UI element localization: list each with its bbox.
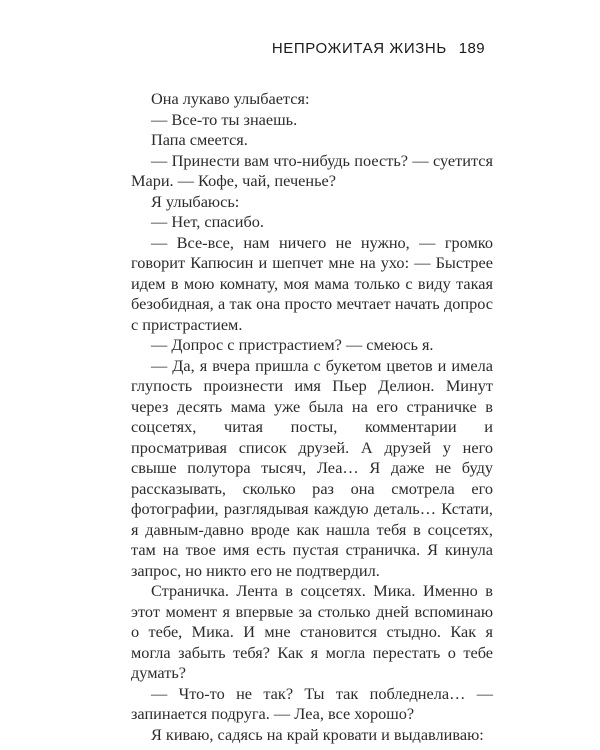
paragraph: — Что-то не так? Ты так побледнела… — запинается подруга. — Леа, все хорошо? bbox=[131, 683, 493, 723]
page-body-text bbox=[131, 89, 493, 745]
paragraph: Я киваю, садясь на край кровати и выдавливаю: bbox=[151, 724, 484, 744]
paragraph: — Все-то ты знаешь. bbox=[151, 109, 298, 129]
paragraph: — Допрос с пристрастием? — смеюсь я. bbox=[151, 335, 434, 354]
running-title: НЕПРОЖИТАЯ ЖИЗНЬ bbox=[271, 40, 447, 57]
running-header bbox=[272, 40, 485, 57]
page-number: 189 bbox=[458, 40, 485, 57]
paragraph: — Нет, спасибо. bbox=[151, 212, 264, 231]
paragraph: — Принести вам что-нибудь поесть? — суетится Мари. — Кофе, чай, печенье? bbox=[131, 150, 493, 190]
paragraph: — Да, я вчера пришла с букетом цветов и имела глупость произнести имя Пьер Делион. Минут через десять мама уже была на его страничке в соцсетях, читая посты, комментарии и просматривая список друзей. А друзей у него свыше полутора тысяч, Леа… Я даже не буду рассказывать, сколько раз она смотрела его фотографии, разглядывая каждую деталь… Кстати, я давным-давно вроде как нашла тебя в соцсетях, там на твое имя есть пустая страничка. Я кинула запрос, но никто его не подтвердил. bbox=[131, 355, 493, 580]
paragraph: Она лукаво улыбается: bbox=[151, 89, 310, 108]
paragraph: Страничка. Лента в соцсетях. Мика. Именно в этот момент я впервые за столько дней вспоминаю о тебе, Мика. И мне становится стыдно. Как я могла забыть тебя? Как я могла перестать о тебе думать? bbox=[131, 581, 493, 682]
paragraph: Я улыбаюсь: bbox=[151, 191, 240, 211]
paragraph: — Все-все, нам ничего не нужно, — громко говорит Капюсин и шепчет мне на ухо: — Быстрее идем в мою комнату, моя мама только с виду такая безобидная, а так она просто мечтает начать допрос с пристрастием. bbox=[131, 232, 493, 334]
paragraph: Папа смеется. bbox=[151, 130, 248, 149]
